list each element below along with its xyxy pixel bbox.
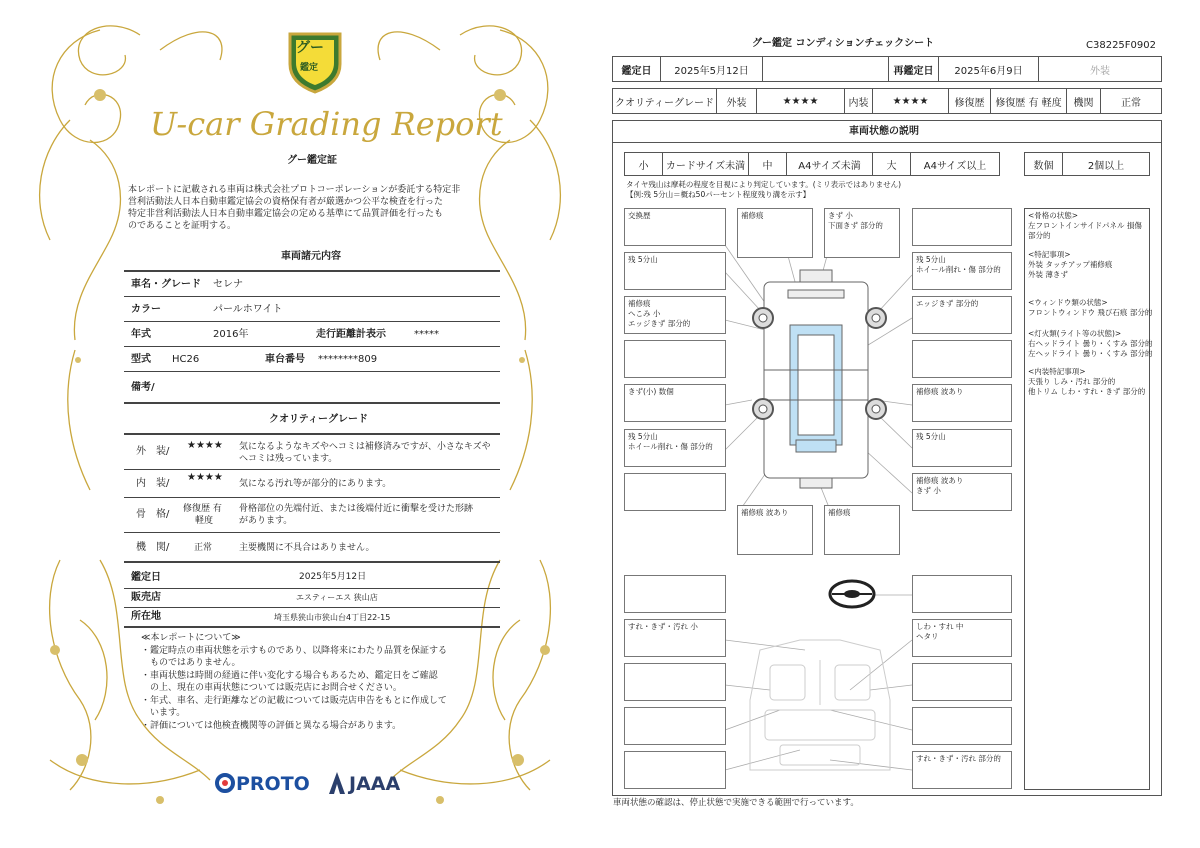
- count-legend: 数個 2個以上: [1024, 152, 1150, 176]
- damage-box-line: きず(小) 数個: [628, 387, 674, 396]
- spec-section-title: 車両諸元内容: [281, 251, 341, 262]
- model-value: HC26: [172, 354, 200, 365]
- condition-check-sheet: [600, 0, 1200, 848]
- certificate-title: グー鑑定証: [287, 155, 337, 166]
- damage-box-b6: [912, 252, 1012, 290]
- damage-box-b21: [624, 619, 726, 657]
- exterior-stars: ★★★★: [187, 440, 223, 451]
- car-name-value: セレナ: [213, 279, 243, 290]
- damage-box-b18: [824, 505, 900, 555]
- damage-box-b15: [624, 473, 726, 511]
- color-value: パールホワイト: [213, 304, 283, 315]
- address-label: 所在地: [131, 611, 161, 622]
- damage-box-b1: [624, 208, 726, 246]
- quality-section-title: クオリティーグレード: [269, 414, 368, 425]
- quality-grade-row: クオリティーグレード 外装 ★★★★ 内装 ★★★★ 修復歴 修復歴 有 軽度 機関 正常: [612, 88, 1162, 114]
- chassis-value: ********809: [318, 354, 378, 365]
- damage-box-b17: [737, 505, 813, 555]
- size-legend: 小 カードサイズ未満 中 A4サイズ未満 大 A4サイズ以上: [624, 152, 1000, 176]
- damage-box-line: 下面きず 部分的: [828, 221, 883, 230]
- exterior-label: 外 装/: [136, 446, 170, 457]
- badge-bottom-text: 鑑定: [300, 63, 319, 73]
- sheet-title: グー鑑定 コンディションチェックシート: [752, 38, 935, 49]
- damage-box-line: すれ・きず・汚れ 小: [628, 622, 698, 631]
- interior-stars: ★★★★: [187, 472, 223, 483]
- damage-box-line: エッジきず 部分的: [916, 299, 979, 308]
- appraisal-date-label: 鑑定日: [131, 572, 161, 583]
- damage-box-b20: [912, 575, 1012, 613]
- about-title: ≪本レポートについて≫: [141, 633, 241, 643]
- damage-box-line: ヘタリ: [916, 632, 939, 641]
- damage-box-b10: [912, 340, 1012, 378]
- appraisal-date-row: 鑑定日 2025年5月12日 再鑑定日 2025年6月9日 外装: [612, 56, 1162, 82]
- damage-box-b9: [624, 340, 726, 378]
- jaaa-logo-icon: [327, 770, 347, 796]
- damage-box-b24: [912, 663, 1012, 701]
- damage-box-line: ホイール削れ・傷 部分的: [916, 265, 1001, 274]
- damage-box-b12: [912, 384, 1012, 422]
- damage-box-line: ホイール削れ・傷 部分的: [628, 442, 713, 451]
- damage-box-b4: [912, 208, 1012, 246]
- tire-note-1: タイヤ残山は摩耗の程度を目視により判定しています。(ミリ表示ではありません): [626, 180, 902, 189]
- damage-box-line: 補修痕: [741, 211, 764, 220]
- year-value: 2016年: [213, 329, 249, 340]
- damage-box-b2: [737, 208, 813, 258]
- mileage-value: *****: [414, 329, 439, 340]
- damage-box-b25: [624, 707, 726, 745]
- model-label: 型式: [131, 354, 151, 365]
- damage-box-b19: [624, 575, 726, 613]
- damage-box-b11: [624, 384, 726, 422]
- interior-desc: 気になる汚れ等が部分的にあります。: [239, 479, 392, 489]
- damage-box-b23: [624, 663, 726, 701]
- damage-box-line: 残 5分山: [916, 432, 946, 441]
- damage-box-line: きず 小: [916, 486, 941, 495]
- mileage-label: 走行距離計表示: [316, 329, 386, 340]
- damage-box-line: 補修痕 波あり: [916, 476, 964, 485]
- damage-box-line: 補修痕: [628, 299, 651, 308]
- notes-panel: <骨格の状態> 左フロントインサイドパネル 損傷 部分的 <特記事項> 外装 タッチアップ補修痕 外装 薄きず <ウィンドウ類の状態> フロントウィンドウ 飛び石痕 部分的 <灯火類(ライト等の状態)> 右ヘッドライト 曇り・くすみ 部分的 左ヘッドライト 曇り・くすみ 部分的 <内装特記事項> 天張り しみ・汚れ 部分的 他トリム しわ・すれ・きず 部分的: [1024, 208, 1150, 790]
- color-label: カラー: [131, 304, 161, 315]
- damage-box-line: しわ・すれ 中: [916, 622, 964, 631]
- grading-certificate: グー 鑑定 U-car Grading Report グー鑑定証 本レポートに記載される車両は株式会社プロトコーポレーションが委託する特定非 営利活動法人日本自動車鑑定協会の資格保有者が厳選かつ公平な検査を行った 特定非営利活動法人日本自動車鑑定協会の定める基準にて品質評価を行ったも のであることを証明する。 車両諸元内容 車名・グレード セレナ カラー パールホワイト 年式 2016年 走行距離計表示 ***** 型式 HC26 車台番号 ********809 備考/ クオリティーグレード 外 装/ ★★★★ 気になるようなキズやヘコミは補修済みですが、小さなキズや ヘコミは残っています。 内 装/ ★★★★ 気になる汚れ等が部分的にあります。 骨 格/ 修復歴 有 軽度 骨格部位の先端付近、または後端付近に衝撃を受けた形跡 があります。 機 関/ 正常 主要機関に不具合はありません。 鑑定日 2025年5月12日 販売店 エスティーエス 狭山店 所在地 埼玉県狭山市狭山台4丁目22-15 ≪本レポートについて≫ ・鑑定時点の車両状態を示すものであり、以降将来にわたり品質を保証する ものではありません。 ・車両状態は時間の経過に伴い変化する場合もあるため、鑑定日をご確認 の上、現在の車両状態については販売店にお問合せください。 ・年式、車名、走行距離などの記載については販売店申告をもとに作成して います。 ・評価については他検査機関等の評価と異なる場合があります。 PROTO JAAA: [0, 0, 600, 848]
- engine-desc: 主要機関に不具合はありません。: [239, 543, 375, 553]
- appraisal-date-value: 2025年5月12日: [299, 572, 367, 582]
- damage-box-line: エッジきず 部分的: [628, 319, 691, 328]
- damage-box-line: 補修痕: [828, 508, 851, 517]
- damage-box-line: きず 小: [828, 211, 853, 220]
- year-label: 年式: [131, 329, 151, 340]
- damage-box-line: 残 5分山: [628, 432, 658, 441]
- tire-note-2: 【例:残 5分山＝概ね50パーセント程度残り溝を示す】: [626, 190, 811, 199]
- proto-logo-text: PROTO: [236, 773, 310, 795]
- damage-box-b14: [912, 429, 1012, 467]
- damage-box-b26: [912, 707, 1012, 745]
- interior-label: 内 装/: [136, 478, 170, 489]
- damage-box-line: 交換歴: [628, 211, 651, 220]
- sheet-code: C38225F0902: [1086, 40, 1156, 51]
- damage-box-b22: [912, 619, 1012, 657]
- damage-box-b3: [824, 208, 900, 258]
- damage-box-line: 補修痕 波あり: [916, 387, 964, 396]
- damage-box-b5: [624, 252, 726, 290]
- report-title: U-car Grading Report: [150, 105, 503, 143]
- damage-box-line: すれ・きず・汚れ 部分的: [916, 754, 1001, 763]
- damage-box-b7: [624, 296, 726, 334]
- sheet-footer: 車両状態の確認は、停止状態で実施できる範囲で行っています。: [613, 798, 859, 808]
- frame-label: 骨 格/: [136, 509, 170, 520]
- shop-value: エスティーエス 狭山店: [296, 593, 378, 602]
- badge-top-text: グー: [296, 40, 324, 56]
- proto-logo-icon: [214, 772, 236, 796]
- damage-box-b13: [624, 429, 726, 467]
- damage-box-b28: [912, 751, 1012, 789]
- jaaa-logo-text: JAAA: [349, 773, 401, 795]
- engine-label: 機 関/: [136, 542, 170, 553]
- chassis-label: 車台番号: [265, 354, 305, 365]
- car-name-label: 車名・グレード: [131, 279, 201, 290]
- condition-section-title: 車両状態の説明: [849, 126, 919, 137]
- damage-box-b8: [912, 296, 1012, 334]
- remarks-label: 備考/: [131, 382, 155, 393]
- damage-box-b16: [912, 473, 1012, 511]
- steering-wheel-icon: [830, 581, 874, 607]
- damage-box-line: へこみ 小: [628, 309, 661, 318]
- damage-box-b27: [624, 751, 726, 789]
- shop-label: 販売店: [131, 592, 161, 603]
- damage-box-line: 残 5分山: [628, 255, 658, 264]
- damage-box-line: 補修痕 波あり: [741, 508, 789, 517]
- engine-value: 正常: [194, 543, 213, 553]
- damage-box-line: 残 5分山: [916, 255, 946, 264]
- address-value: 埼玉県狭山市狭山台4丁目22-15: [274, 613, 391, 622]
